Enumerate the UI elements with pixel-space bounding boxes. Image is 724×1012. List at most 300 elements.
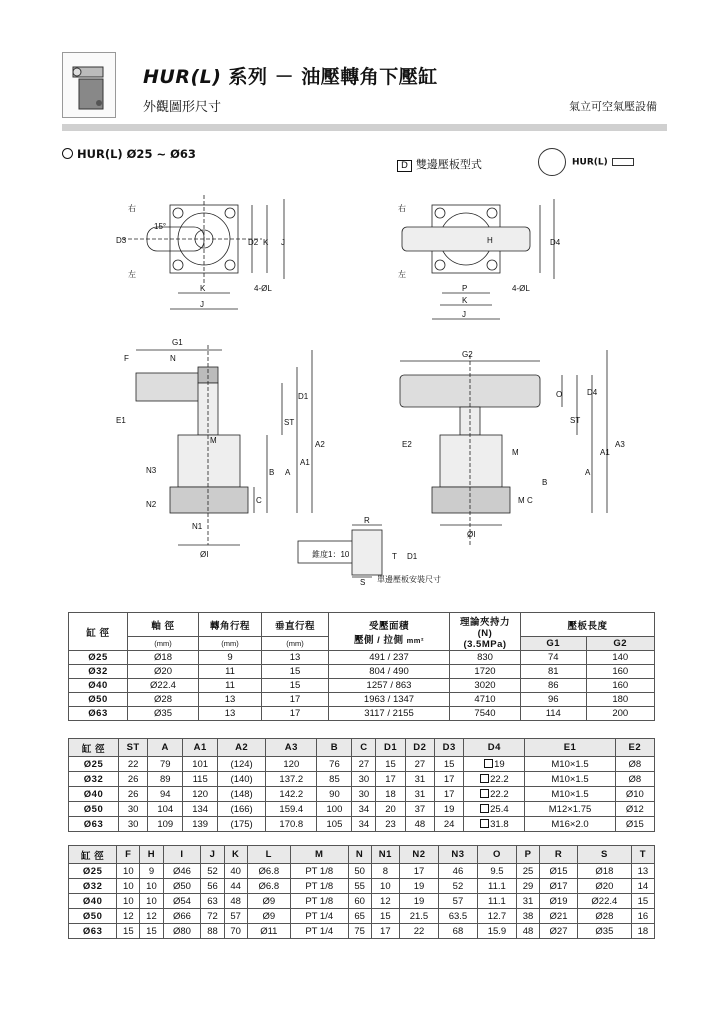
series-label: HUR(L) Ø25 ~ Ø63 xyxy=(62,147,196,161)
table-cell: 34 xyxy=(352,802,376,817)
bore-cell: Ø25 xyxy=(69,757,119,772)
table-cell: Ø28 xyxy=(578,909,632,924)
label-h: H xyxy=(487,236,493,245)
table-cell: 17 xyxy=(435,787,464,802)
bore-cell: Ø25 xyxy=(69,864,117,879)
table-cell: 63.5 xyxy=(438,909,477,924)
table-cell: 105 xyxy=(317,817,352,832)
label-c-2: C xyxy=(527,496,533,505)
table-row xyxy=(69,693,655,707)
table-cell: 38 xyxy=(516,909,539,924)
table-cell: Ø80 xyxy=(163,924,201,939)
label-s: S xyxy=(360,578,366,587)
column-header: C xyxy=(352,739,376,757)
company-name: 氣立可空氣壓設備 xyxy=(569,100,657,113)
table-cell: 94 xyxy=(148,787,183,802)
column-header: A xyxy=(148,739,183,757)
column-header: N2 xyxy=(399,846,438,864)
side-view-single xyxy=(136,345,312,545)
table-cell: 96 xyxy=(521,693,587,707)
table-cell: 12 xyxy=(140,909,163,924)
label-r: R xyxy=(364,516,370,525)
table-cell: 160 xyxy=(586,665,654,679)
label-j-v: J xyxy=(281,238,285,247)
table-cell: 10 xyxy=(117,864,140,879)
label-a2: A2 xyxy=(315,440,325,449)
table-cell: Ø54 xyxy=(163,894,201,909)
table-cell: 25.4 xyxy=(464,802,525,817)
table-cell: 52 xyxy=(438,879,477,894)
label-i-2: ØI xyxy=(467,530,476,539)
table-cell: 11 xyxy=(199,665,262,679)
table-cell: Ø17 xyxy=(540,879,578,894)
label-b-2: B xyxy=(542,478,548,487)
table-cell: 25 xyxy=(516,864,539,879)
column-header: K xyxy=(224,846,247,864)
bore-cell: Ø32 xyxy=(69,879,117,894)
bore-cell: Ø32 xyxy=(69,665,128,679)
table-cell: 60 xyxy=(348,894,371,909)
table-cell: 11.1 xyxy=(477,879,516,894)
table-cell: 30 xyxy=(352,772,376,787)
table-cell: 12 xyxy=(117,909,140,924)
table-cell: 46 xyxy=(438,864,477,879)
label-4l: 4-ØL xyxy=(254,284,272,293)
table-row xyxy=(69,651,655,665)
label-left: 左 xyxy=(128,270,136,279)
table-cell: Ø6.8 xyxy=(247,864,290,879)
table-cell: 104 xyxy=(148,802,183,817)
table-cell: M12×1.75 xyxy=(525,802,615,817)
table-cell: 9.5 xyxy=(477,864,516,879)
table-cell: 13 xyxy=(262,651,329,665)
table-cell: 26 xyxy=(119,787,148,802)
table-cell: Ø15 xyxy=(540,864,578,879)
table-row xyxy=(69,772,655,787)
table-cell: M10×1.5 xyxy=(525,772,615,787)
single-clamp-note: 單邊壓板安裝尺寸 xyxy=(377,575,441,584)
column-header: N3 xyxy=(438,846,477,864)
label-g2: G2 xyxy=(462,350,473,359)
table-cell: 31 xyxy=(405,787,434,802)
table-cell: 88 xyxy=(201,924,224,939)
table-cell: 10 xyxy=(117,879,140,894)
table-cell: 40 xyxy=(224,864,247,879)
label-a-2: A xyxy=(585,468,591,477)
table-cell: 11 xyxy=(199,679,262,693)
table-cell: 23 xyxy=(376,817,405,832)
table-row xyxy=(69,864,655,879)
table-cell: PT 1/8 xyxy=(290,879,348,894)
table-cell: 29 xyxy=(516,879,539,894)
label-m-2: M xyxy=(512,448,519,457)
table-cell: 10 xyxy=(140,894,163,909)
table-cell: 3020 xyxy=(450,679,521,693)
label-a1-2: A1 xyxy=(600,448,610,457)
table-cell: 19 xyxy=(399,879,438,894)
column-header: B xyxy=(317,739,352,757)
table-cell: 10 xyxy=(371,879,399,894)
table-row xyxy=(69,802,655,817)
table-cell: 57 xyxy=(438,894,477,909)
table-cell: 160 xyxy=(586,679,654,693)
label-n2: N2 xyxy=(146,500,157,509)
taper-ratio: 錐度1：10 xyxy=(312,550,350,559)
table-cell: 27 xyxy=(352,757,376,772)
label-d3: D3 xyxy=(116,236,127,245)
table-cell: Ø27 xyxy=(540,924,578,939)
table-cell: Ø50 xyxy=(163,879,201,894)
table-cell: Ø66 xyxy=(163,909,201,924)
table-cell: 19 xyxy=(464,757,525,772)
label-m-3: M xyxy=(518,496,525,505)
table-cell: 170.8 xyxy=(266,817,317,832)
column-header: L xyxy=(247,846,290,864)
column-header: A3 xyxy=(266,739,317,757)
table-cell: 1257 / 863 xyxy=(329,679,450,693)
table-cell: 48 xyxy=(224,894,247,909)
table-cell: Ø9 xyxy=(247,909,290,924)
table-cell: 85 xyxy=(317,772,352,787)
table-cell: 63 xyxy=(201,894,224,909)
table-cell: Ø35 xyxy=(578,924,632,939)
table-cell: PT 1/4 xyxy=(290,924,348,939)
table-row xyxy=(69,924,655,939)
table-cell: 10 xyxy=(140,879,163,894)
table-cell: 3117 / 2155 xyxy=(329,707,450,721)
model-mark: HUR(L) xyxy=(538,148,634,176)
table-cell: 86 xyxy=(521,679,587,693)
label-d1-2: D1 xyxy=(407,552,418,561)
table-cell: 9 xyxy=(199,651,262,665)
label-e1: E1 xyxy=(116,416,126,425)
bore-cell: Ø50 xyxy=(69,693,128,707)
table-cell: M10×1.5 xyxy=(525,787,615,802)
bore-cell: Ø63 xyxy=(69,924,117,939)
table-cell: Ø10 xyxy=(615,787,654,802)
table-cell: Ø18 xyxy=(578,864,632,879)
table-cell: 17 xyxy=(262,693,329,707)
table-cell: 137.2 xyxy=(266,772,317,787)
page-subtitle: 外觀圖形尺寸 xyxy=(143,100,222,115)
column-header: O xyxy=(477,846,516,864)
bore-cell: Ø63 xyxy=(69,817,119,832)
table-cell: 10 xyxy=(117,894,140,909)
table-cell: 31 xyxy=(516,894,539,909)
table-cell: 30 xyxy=(119,802,148,817)
table-cell: Ø22.4 xyxy=(578,894,632,909)
table-cell: 14 xyxy=(631,879,654,894)
label-st-2: ST xyxy=(570,416,581,425)
label-d4: D4 xyxy=(587,388,598,397)
table-cell: 15 xyxy=(435,757,464,772)
table-cell: 15 xyxy=(262,679,329,693)
table-cell: 804 / 490 xyxy=(329,665,450,679)
table-cell: 75 xyxy=(348,924,371,939)
column-header: 缸 徑 xyxy=(69,739,119,757)
column-header: T xyxy=(631,846,654,864)
bore-cell: Ø40 xyxy=(69,787,119,802)
label-a: A xyxy=(285,468,291,477)
table-cell: 109 xyxy=(148,817,183,832)
column-header: E1 xyxy=(525,739,615,757)
table-cell: 76 xyxy=(317,757,352,772)
label-g1: G1 xyxy=(172,338,183,347)
table-cell: 120 xyxy=(266,757,317,772)
label-right-2: 右 xyxy=(398,204,406,213)
model-logo-icon xyxy=(538,148,566,176)
table-cell: 13 xyxy=(199,693,262,707)
column-header: S xyxy=(578,846,632,864)
table-cell: Ø6.8 xyxy=(247,879,290,894)
column-header: N1 xyxy=(371,846,399,864)
table-row xyxy=(69,817,655,832)
table-row xyxy=(69,665,655,679)
label-t: T xyxy=(392,552,397,561)
table-cell: 15.9 xyxy=(477,924,516,939)
column-header: H xyxy=(140,846,163,864)
table-cell: 57 xyxy=(224,909,247,924)
table-cell: 22.2 xyxy=(464,787,525,802)
column-header: R xyxy=(540,846,578,864)
table-cell: 4710 xyxy=(450,693,521,707)
label-n3: N3 xyxy=(146,466,157,475)
table-cell: 139 xyxy=(183,817,218,832)
table-row xyxy=(69,879,655,894)
column-header: F xyxy=(117,846,140,864)
label-d4-top: D4 xyxy=(550,238,561,247)
table-cell: 74 xyxy=(521,651,587,665)
table-cell: 65 xyxy=(348,909,371,924)
table-cell: M16×2.0 xyxy=(525,817,615,832)
table-cell: 15 xyxy=(262,665,329,679)
table-cell: Ø20 xyxy=(128,665,199,679)
table-cell: 18 xyxy=(376,787,405,802)
table-cell: 22 xyxy=(399,924,438,939)
table-cell: 17 xyxy=(376,772,405,787)
table-cell: 120 xyxy=(183,787,218,802)
table-cell: 48 xyxy=(405,817,434,832)
table-cell: 31 xyxy=(405,772,434,787)
column-header: J xyxy=(201,846,224,864)
table-cell: Ø19 xyxy=(540,894,578,909)
label-d1: D1 xyxy=(298,392,309,401)
table-cell: 9 xyxy=(140,864,163,879)
table-cell: 180 xyxy=(586,693,654,707)
table-cell: 200 xyxy=(586,707,654,721)
table-cell: Ø12 xyxy=(615,802,654,817)
table-cell: 16 xyxy=(631,909,654,924)
table-cell: 22.2 xyxy=(464,772,525,787)
column-header: D3 xyxy=(435,739,464,757)
table-cell: 72 xyxy=(201,909,224,924)
table-cell: 100 xyxy=(317,802,352,817)
bore-cell: Ø40 xyxy=(69,894,117,909)
label-m: M xyxy=(210,436,217,445)
table-cell: 24 xyxy=(435,817,464,832)
product-thumbnail xyxy=(62,52,116,118)
table-cell: 12.7 xyxy=(477,909,516,924)
table-cell: 8 xyxy=(371,864,399,879)
column-header: E2 xyxy=(615,739,654,757)
label-n: N xyxy=(170,354,176,363)
table-cell: 34 xyxy=(352,817,376,832)
table-cell: PT 1/8 xyxy=(290,894,348,909)
table-cell: Ø18 xyxy=(128,651,199,665)
table-cell: 7540 xyxy=(450,707,521,721)
table-cell: 27 xyxy=(405,757,434,772)
column-header: I xyxy=(163,846,201,864)
label-st: ST xyxy=(284,418,295,427)
page-title: HUR(L) 系列 － 油壓轉角下壓缸 xyxy=(143,66,438,88)
table-cell: PT 1/4 xyxy=(290,909,348,924)
label-k-v: K xyxy=(263,238,269,247)
table-cell: 15 xyxy=(117,924,140,939)
table-cell: 31.8 xyxy=(464,817,525,832)
bore-cell: Ø63 xyxy=(69,707,128,721)
table-cell: 15 xyxy=(140,924,163,939)
table-cell: 15 xyxy=(376,757,405,772)
bore-cell: Ø50 xyxy=(69,802,119,817)
table-cell: Ø46 xyxy=(163,864,201,879)
label-f: F xyxy=(124,354,129,363)
table-cell: 89 xyxy=(148,772,183,787)
column-header: D4 xyxy=(464,739,525,757)
table-cell: 15 xyxy=(371,909,399,924)
table-cell: 55 xyxy=(348,879,371,894)
table-cell: 115 xyxy=(183,772,218,787)
table-cell: 50 xyxy=(348,864,371,879)
table-cell: (124) xyxy=(218,757,266,772)
label-angle: 15° xyxy=(154,222,167,231)
label-left-2: 左 xyxy=(398,270,406,279)
table-cell: 19 xyxy=(399,894,438,909)
table-cell: 11.1 xyxy=(477,894,516,909)
technical-drawing xyxy=(62,185,662,595)
table-cell: 70 xyxy=(224,924,247,939)
table-cell: Ø9 xyxy=(247,894,290,909)
label-j: J xyxy=(200,300,204,309)
table-row xyxy=(69,757,655,772)
label-p: P xyxy=(462,284,468,293)
bore-cell: Ø32 xyxy=(69,772,119,787)
label-a1: A1 xyxy=(300,458,310,467)
header-divider xyxy=(62,124,667,131)
label-c: C xyxy=(256,496,262,505)
table-cell: 1963 / 1347 xyxy=(329,693,450,707)
table-cell: Ø11 xyxy=(247,924,290,939)
table-cell: 68 xyxy=(438,924,477,939)
table-cell: 1720 xyxy=(450,665,521,679)
label-o: O xyxy=(556,390,563,399)
table-cell: 114 xyxy=(521,707,587,721)
table-cell: 17 xyxy=(399,864,438,879)
table-cell: 48 xyxy=(516,924,539,939)
table-cell: Ø8 xyxy=(615,772,654,787)
table-cell: Ø35 xyxy=(128,707,199,721)
column-header: P xyxy=(516,846,539,864)
column-header: N xyxy=(348,846,371,864)
spec-table-3 xyxy=(68,845,655,939)
table-cell: 101 xyxy=(183,757,218,772)
table-cell: 15 xyxy=(631,894,654,909)
table-cell: 21.5 xyxy=(399,909,438,924)
bullet-icon xyxy=(62,148,73,159)
label-e2: E2 xyxy=(402,440,412,449)
table-row xyxy=(69,894,655,909)
table-cell: 79 xyxy=(148,757,183,772)
table-cell: PT 1/8 xyxy=(290,864,348,879)
table-cell: 81 xyxy=(521,665,587,679)
table-cell: 142.2 xyxy=(266,787,317,802)
label-right: 右 xyxy=(128,204,136,213)
table-cell: 830 xyxy=(450,651,521,665)
table-cell: Ø20 xyxy=(578,879,632,894)
label-d2: D2 xyxy=(248,238,259,247)
table-cell: 13 xyxy=(631,864,654,879)
column-header: ST xyxy=(119,739,148,757)
variant-label: D 雙邊壓板型式 xyxy=(397,156,482,172)
table-cell: 19 xyxy=(435,802,464,817)
table-cell: 17 xyxy=(262,707,329,721)
table-cell: 134 xyxy=(183,802,218,817)
table-cell: 30 xyxy=(352,787,376,802)
table-cell: Ø22.4 xyxy=(128,679,199,693)
label-i: ØI xyxy=(200,550,209,559)
table-cell: 20 xyxy=(376,802,405,817)
column-header: 缸 徑 xyxy=(69,846,117,864)
bore-cell: Ø50 xyxy=(69,909,117,924)
table-row xyxy=(69,679,655,693)
table-row xyxy=(69,707,655,721)
label-b: B xyxy=(269,468,275,477)
side-view-double xyxy=(400,350,607,545)
label-k-2: K xyxy=(462,296,468,305)
table-cell: 159.4 xyxy=(266,802,317,817)
column-header: D1 xyxy=(376,739,405,757)
table-cell: M10×1.5 xyxy=(525,757,615,772)
table-cell: Ø15 xyxy=(615,817,654,832)
bore-cell: Ø40 xyxy=(69,679,128,693)
table-cell: 30 xyxy=(119,817,148,832)
table-cell: 17 xyxy=(435,772,464,787)
table-cell: 56 xyxy=(201,879,224,894)
table-cell: 18 xyxy=(631,924,654,939)
table-cell: 491 / 237 xyxy=(329,651,450,665)
table-cell: (148) xyxy=(218,787,266,802)
table-cell: (166) xyxy=(218,802,266,817)
column-header: M xyxy=(290,846,348,864)
spec-table-2 xyxy=(68,738,655,832)
label-n1: N1 xyxy=(192,522,203,531)
table-cell: 52 xyxy=(201,864,224,879)
table-row xyxy=(69,909,655,924)
table-cell: (175) xyxy=(218,817,266,832)
label-4l-2: 4-ØL xyxy=(512,284,530,293)
label-a3: A3 xyxy=(615,440,625,449)
label-k: K xyxy=(200,284,206,293)
column-header: A1 xyxy=(183,739,218,757)
table-cell: Ø21 xyxy=(540,909,578,924)
table-cell: (140) xyxy=(218,772,266,787)
top-view-double xyxy=(402,199,554,319)
bore-cell: Ø25 xyxy=(69,651,128,665)
table-cell: 17 xyxy=(371,924,399,939)
table-cell: Ø8 xyxy=(615,757,654,772)
table-cell: 13 xyxy=(199,707,262,721)
table-cell: 37 xyxy=(405,802,434,817)
table-cell: 22 xyxy=(119,757,148,772)
